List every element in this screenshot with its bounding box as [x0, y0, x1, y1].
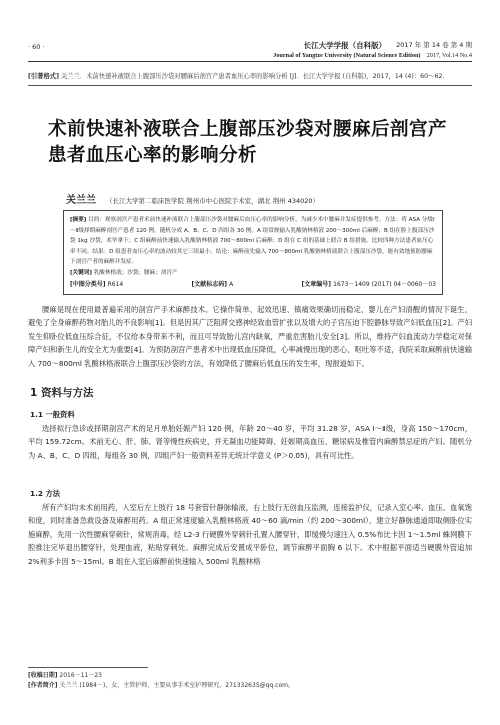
intro-paragraph: 腰麻是现在使用最普遍采用的剖宫产手术麻醉技术。它操作简单、起效迅速、镇痛效果确切而稳定、婴儿在产妇清醒的情况下诞生，避免了全身麻醉药物对胎儿的不良影响[1]。但是因其广泛阻滞交感神经致血管扩张以及增大的子宫压迫下腔静脉导致产妇低血压[2]。产妇发生仰卧位低血压综合征，不仅给本身带来不利，而且可导致胎儿宫内缺氧，严重危害胎儿安全[3]。所以，维持产妇血流动力学稳定对保障产妇和新生儿的安全尤为重要[4]。为预防剖宫产患者术中出现低血压降低，心率减慢出现的恶心，呕吐等不适，我院采取麻醉前快速输入 700～800ml 乳酸林格液联合上腹部压沙袋的方法，有效降低了腰麻后低血压的发生率，现报道如下。 — [28, 305, 472, 368]
author-name: 关兰兰 — [66, 195, 96, 206]
journal-name-en: Journal of Yangtze University (Natural Science Edition) — [273, 52, 421, 59]
section-heading: 1 资料与方法 — [30, 387, 94, 399]
header-rule — [28, 61, 472, 62]
issue-cn: 2017 年 第 14 卷 第 4 期 — [396, 41, 472, 49]
issue-en: 2017, Vol.14 No.4 — [426, 52, 472, 59]
received-note — [28, 671, 472, 681]
subsection-heading: 1.2 方法 — [30, 489, 61, 498]
clc-label: [中图分类号] — [70, 280, 106, 288]
paper-title: 术前快速补液联合上腹部压沙袋对腰麻后剖宫产患者血压心率的影响分析 — [48, 119, 448, 166]
footnotes — [28, 667, 472, 691]
subsection-heading: 1.1 一般资料 — [30, 410, 75, 419]
footnote-rule — [28, 667, 148, 668]
citation-block — [28, 72, 472, 86]
keywords-text: 乳酸林格液；沙袋；腰麻；剖宫产 — [93, 269, 178, 276]
doc-value: A — [229, 280, 234, 288]
author-line — [66, 191, 319, 206]
author-affiliation: （长江大学第二临床医学院 荆州市中心医院手术室，湖北 荆州 434020） — [106, 197, 320, 205]
author-note — [28, 681, 472, 691]
abstract-tag: [摘要] — [70, 217, 87, 223]
citation-rule — [28, 85, 472, 86]
article-value: 1673－1409 (2017) 04－0060－03 — [333, 280, 436, 288]
received-date: 2016－11－23 — [59, 672, 102, 679]
general-data-paragraph: 选择拟行急诊或择期剖宫产术的足月单胎妊娠产妇 120 例，年龄 20～40 岁，平均 31.28 岁，ASA Ⅰ～Ⅱ级，身高 150～170cm，平均 159.72cm。术前无心、肝、肺、肾等慢性疾病史，并无凝血功能障碍、妊娠期高血压、糖尿病及椎管内麻醉禁忌症的产妇。随机分为 A、B、C、D 四组，每组各 30 例，四组产妇一般资料差异无统计学意义 (P＞0.05)，具有可比性。 — [28, 424, 472, 460]
citation-text: 关兰兰．术前快速补液联合上腹部压沙袋对腰麻后剖宫产患者血压心率的影响分析 [J]．长江大学学报 (自科版)，2017，14 (4)：60～62. — [60, 73, 445, 80]
article-label: [文章编号] — [301, 280, 332, 288]
page-header — [28, 40, 472, 62]
doc-label: [文献标志码] — [191, 280, 228, 288]
citation-tag: [引著格式] — [28, 73, 59, 80]
journal-name-cn: 长江大学学报（自科版） — [303, 41, 387, 50]
abstract — [70, 215, 436, 268]
classification-row — [70, 280, 436, 291]
clc-value: R614 — [107, 280, 124, 288]
page-number: · 60 · — [28, 43, 45, 51]
author-bio-tag: [作者简介] — [28, 682, 58, 689]
keywords-tag: [关键词] — [70, 269, 92, 276]
abstract-text: 目的：观察剖宫产患者术前快速补液联合上腹部压沙袋对腰麻后血压心率的影响分析，为减少术中腰麻并发症提供参考。方法：将 ASA 分级Ⅰ～Ⅱ级择期麻醉剖宫产患者 120 例，随机分成 A、B、C、D 四组各 30 例。A 组常规输入乳酸钠林格液 200～300ml 后麻醉；B 组在脸上腹部压沙袋 1kg 沙袋，术毕拿下；C 组麻醉前快速输入乳酸钠林格液 700～800ml 后麻醉；D 组在 C 组的基础上联合 B 组措施。比较四种方法患者血压心率不同。结果：D 组患者血压心率的波动较其它三组最小。结论：麻醉前先输入 700～800ml 乳酸钠林格液联合上腹部压沙袋，能有效地预防腰麻下剖宫产者的麻醉并发症。 — [70, 217, 435, 266]
keywords — [70, 268, 436, 279]
received-tag: [收稿日期] — [28, 672, 58, 679]
abstract-box — [63, 210, 443, 295]
methods-paragraph: 所有产妇均未术前用药，入室后左上肢行 18 号套管针静脉输液，右上肢行无创血压监测，连接监护仪，记录入室心率、血压、血氧饱和度，同时准备急救设备及麻醉用药。A 组正常速度输入乳酸林格液 40～60 滴/min（约 200～300ml），建立好静脉通道即取侧卧位实施麻醉，先用一次性腰麻穿刺针，常规消毒，经 L2-3 行硬膜外穿刺针孔置入腰穿针，即缓慢匀速注入 0.5%布比卡因 1～1.5ml 蛛网膜下腔推注完毕退出腰穿针，处理血液，粘贴穿刺处。麻醉完成后安置成平卧位，调节麻醉平面胸 6 以下。术中根据平面适当硬膜外管追加 2%利多卡因 5～15ml。B 组在入室后麻醉前快速输入 500ml 乳酸林格 — [28, 503, 472, 566]
author-bio: 关兰兰 (1984－)，女，主管护师，主要从事手术室护理研究，271332635@qq.com。 — [59, 682, 294, 689]
